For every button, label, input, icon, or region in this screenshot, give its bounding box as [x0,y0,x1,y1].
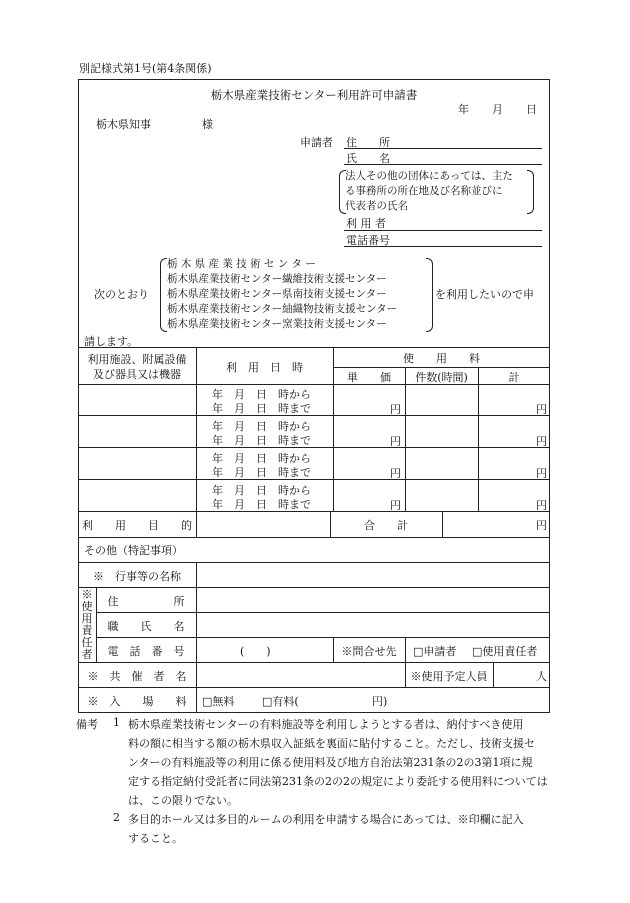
col-datetime-header: 利 用 日 時 [226,361,303,374]
unit-price-header: 単 価 [347,371,391,384]
row3-total-yen: 円 [536,467,547,480]
user-label: 利 用 者 [346,217,386,230]
row3-from[interactable]: 年 月 日 時から [212,452,311,465]
responsible-side-label: ※使用責任者 [81,588,93,661]
request-end: 請します。 [84,335,139,348]
contact-applicant-checkbox[interactable]: □申請者 [413,645,457,658]
row4-to[interactable]: 年 月 日 時まで [212,498,311,511]
phone-label: 電話番号 [346,234,390,247]
other-label: その他（特記事項） [84,544,183,557]
corp-note-bracket-right [527,170,534,214]
phone-field[interactable] [344,246,542,247]
expected-people-label: ※使用予定人員 [410,670,488,683]
addressee-name: 栃木県知事 [96,118,151,131]
row2-total-yen: 円 [536,435,547,448]
note1-line-1: 栃木県産業技術センターの有料施設等を利用しようとする者は、納付すべき使用 [128,718,524,731]
row1-from[interactable]: 年 月 日 時から [212,388,311,401]
admission-label: ※ 入 場 料 [87,695,187,708]
row2-unit-yen: 円 [390,435,401,448]
facility-intro: 次のとおり [94,288,149,301]
applicant-label: 申請者 [300,136,333,149]
note1-line-3: ンターの有料施設等の利用に係る使用料及び地方自治法第231条の2の3第1項に規 [128,756,533,769]
notes-label: 備考 [76,718,98,731]
event-name-label: ※ 行事等の名称 [93,570,181,583]
corp-note-line-1: 法人その他の団体にあっては、主た [345,170,513,182]
sum-label: 合 計 [364,519,408,532]
note2-line-1: 多目的ホール又は多目的ルームの利用を申請する場合にあっては、※印欄に記入 [128,813,524,826]
paid-checkbox[interactable]: □有料( [262,695,299,708]
note1-line-2: 料の額に相当する額の栃木県収入証紙を裏面に貼付すること。ただし、技術支援セ [128,737,535,750]
form-title: 栃木県産業技術センター利用許可申請書 [210,88,418,102]
people-unit: 人 [536,670,547,683]
resp-name-label: 職 氏 名 [107,620,185,633]
facility-option-5[interactable]: 栃木県産業技術センター窯業技術支援センター [167,318,387,330]
user-field[interactable] [344,230,542,231]
facility-bracket-left [160,258,167,332]
form-id: 別記様式第1号(第4条関係) [79,62,212,75]
note2-line-2: すること。 [128,832,183,845]
resp-phone-label: 電 話 番 号 [107,645,185,658]
fee-header: 使 用 料 [403,352,480,365]
purpose-label: 利 用 目 的 [82,519,192,532]
paid-yen: 円) [372,695,388,708]
sum-yen: 円 [536,519,547,532]
contact-label: ※問合せ先 [341,645,397,658]
facility-option-3[interactable]: 栃木県産業技術センター県南技術支援センター [167,288,387,300]
count-header: 件数(時間) [415,371,468,384]
note1-number: 1 [113,716,120,729]
date-month[interactable]: 月 [492,103,503,116]
applicant-address-label: 住 所 [346,136,390,149]
free-checkbox[interactable]: □無料 [202,695,235,708]
note2-number: 2 [113,811,120,824]
corp-note-line-3: 代表者の氏名 [345,200,408,212]
facility-suffix: を利用したいので申 [435,288,534,301]
facility-bracket-right [426,258,433,332]
address-field[interactable] [344,148,542,149]
note1-line-5: は、この限りでない。 [128,794,238,807]
row1-unit-yen: 円 [390,403,401,416]
facility-option-1[interactable]: 栃 木 県 産 業 技 術 セ ン タ ー [167,258,316,270]
cohost-label: ※ 共 催 者 名 [87,670,187,683]
col-facility-header-1: 利用施設、附属設備 [87,353,187,366]
row4-from[interactable]: 年 月 日 時から [212,484,311,497]
name-field[interactable] [344,164,542,165]
row3-unit-yen: 円 [390,467,401,480]
row4-unit-yen: 円 [390,499,401,512]
row4-total-yen: 円 [536,499,547,512]
note1-line-4: 定する指定納付受託者に同法第231条の2の2の規定により委託する使用料については [128,775,548,788]
total-header: 計 [508,371,520,384]
contact-responsible-checkbox[interactable]: □使用責任者 [472,645,538,658]
row1-total-yen: 円 [536,403,547,416]
row3-to[interactable]: 年 月 日 時まで [212,466,311,479]
addressee-suffix: 様 [202,118,213,131]
facility-option-2[interactable]: 栃木県産業技術センター繊維技術支援センター [167,273,387,285]
col-facility-header-2: 及び器具又は機器 [93,368,181,381]
resp-address-label: 住 所 [107,595,185,608]
corp-note-line-2: る事務所の所在地及び名称並びに [345,185,503,197]
row2-to[interactable]: 年 月 日 時まで [212,434,311,447]
date-day[interactable]: 日 [526,103,537,116]
facility-option-4[interactable]: 栃木県産業技術センター紬織物技術支援センター [167,303,398,315]
applicant-name-label: 氏 名 [346,152,390,165]
row2-from[interactable]: 年 月 日 時から [212,420,311,433]
phone-paren[interactable]: ( ) [240,645,271,658]
row1-to[interactable]: 年 月 日 時まで [212,402,311,415]
date-year[interactable]: 年 [458,103,469,116]
